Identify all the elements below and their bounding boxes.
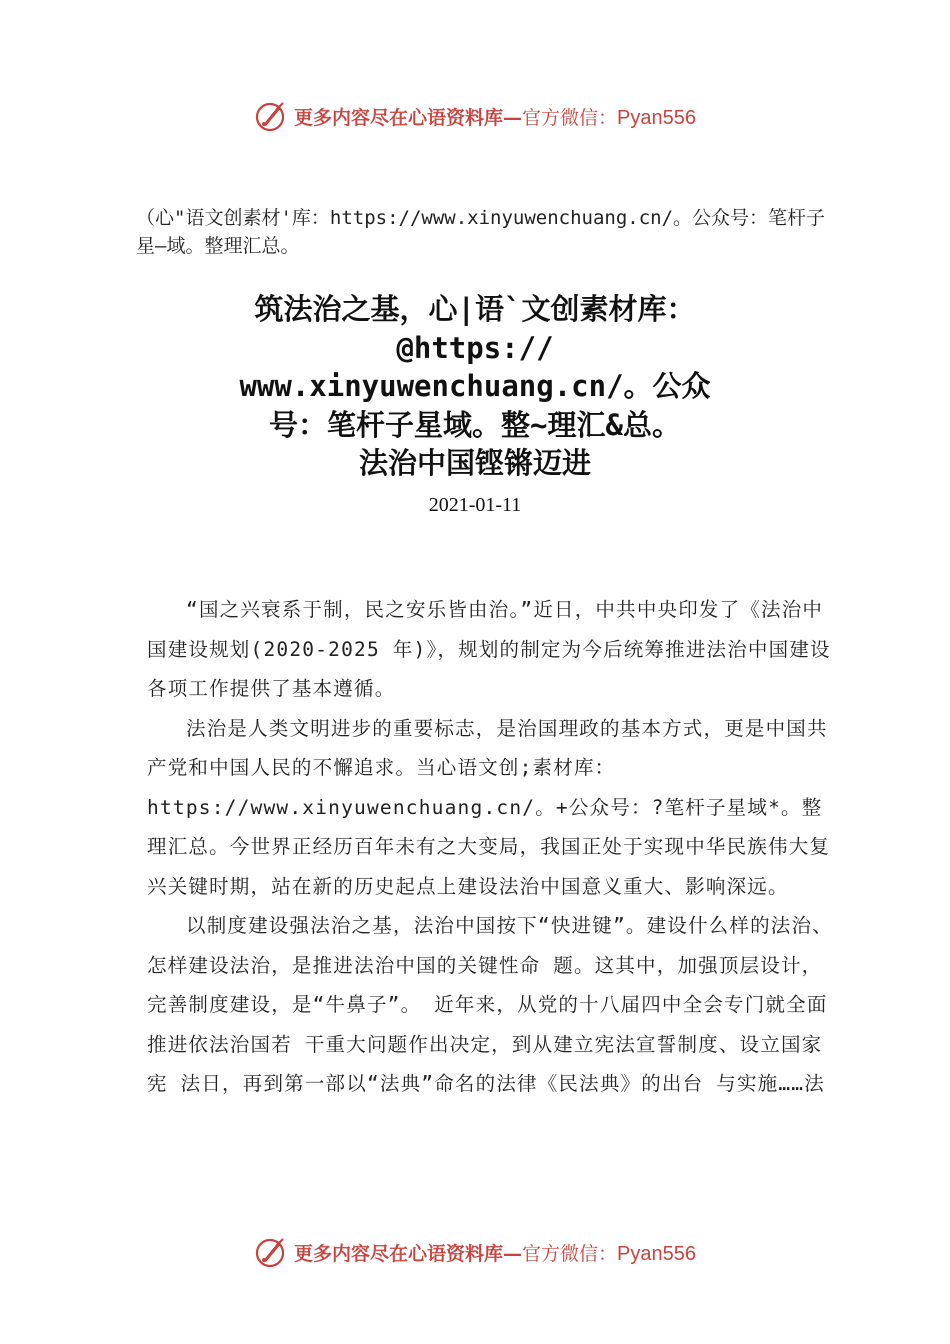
banner-wechat-label: 官方微信：	[522, 106, 618, 129]
banner-wechat-id: Pyan556	[617, 106, 696, 129]
title-line: @https://	[396, 330, 554, 365]
article-date: 2021-01-11	[428, 494, 522, 516]
paragraph: 法治是人类文明进步的重要标志，是治国理政的基本方式，更是中国共产党和中国人民的不懈追求。当心语文创;素材库：https://www.xinyuwenchuang.cn/。+公众号：?笔杆子星域*。整理汇总。今世界正经历百年未有之大变局，我国正处于实现中华民族伟大复兴关键时期，站在新的历史起点上建设法治中国意义重大、影响深远。	[147, 716, 831, 898]
title-line: 法治中国铿锵迈进	[358, 446, 591, 480]
title-line: 筑法治之基，心|语`文创素材库：	[254, 292, 696, 326]
banner-slogan: 更多内容尽在心语资料库—	[294, 1242, 523, 1265]
paragraph: 以制度建设强法治之基，法治中国按下“快进键”。建设什么样的法治、怎样建设法治，是推进法治中国的关键性命 题。这其中，加强顶层设计，完善制度建设，是“牛鼻子”。 近年来，从党的十八届四中全会专门就全面推进依法治国若 干重大问题作出决定，到从建立宪法宣誓制度、设立国家宪 法日，再到第一部以“法典”命名的法律《民法典》的出台 与实施……法	[147, 914, 833, 1095]
title-line: www.xinyuwenchuang.cn/。公众	[239, 369, 711, 403]
paragraph: “国之兴衰系于制，民之安乐皆由治。”近日，中共中央印发了《法治中国建设规划(2020-2025 年)》，规划的制定为今后统筹推进法治中国建设各项工作提供了基本遵循。	[147, 598, 831, 700]
header-banner	[0, 96, 950, 136]
banner-text	[294, 1239, 696, 1266]
quill-logo-icon	[254, 99, 288, 133]
source-note: （心"语文创素材'库：https://www.xinyuwenchuang.cn/。公众号：笔杆子星—域。整理汇总。	[136, 207, 826, 257]
banner-wechat-id: Pyan556	[617, 1242, 696, 1265]
article-body	[147, 590, 837, 1104]
banner-wechat-label: 官方微信：	[522, 1242, 618, 1265]
quill-logo-icon	[254, 1235, 288, 1269]
title-line: 号：笔杆子星域。整~理汇&总。	[269, 407, 681, 442]
banner-text	[294, 103, 696, 130]
footer-banner	[0, 1232, 950, 1272]
banner-slogan: 更多内容尽在心语资料库—	[294, 106, 523, 129]
article-title	[150, 290, 800, 483]
